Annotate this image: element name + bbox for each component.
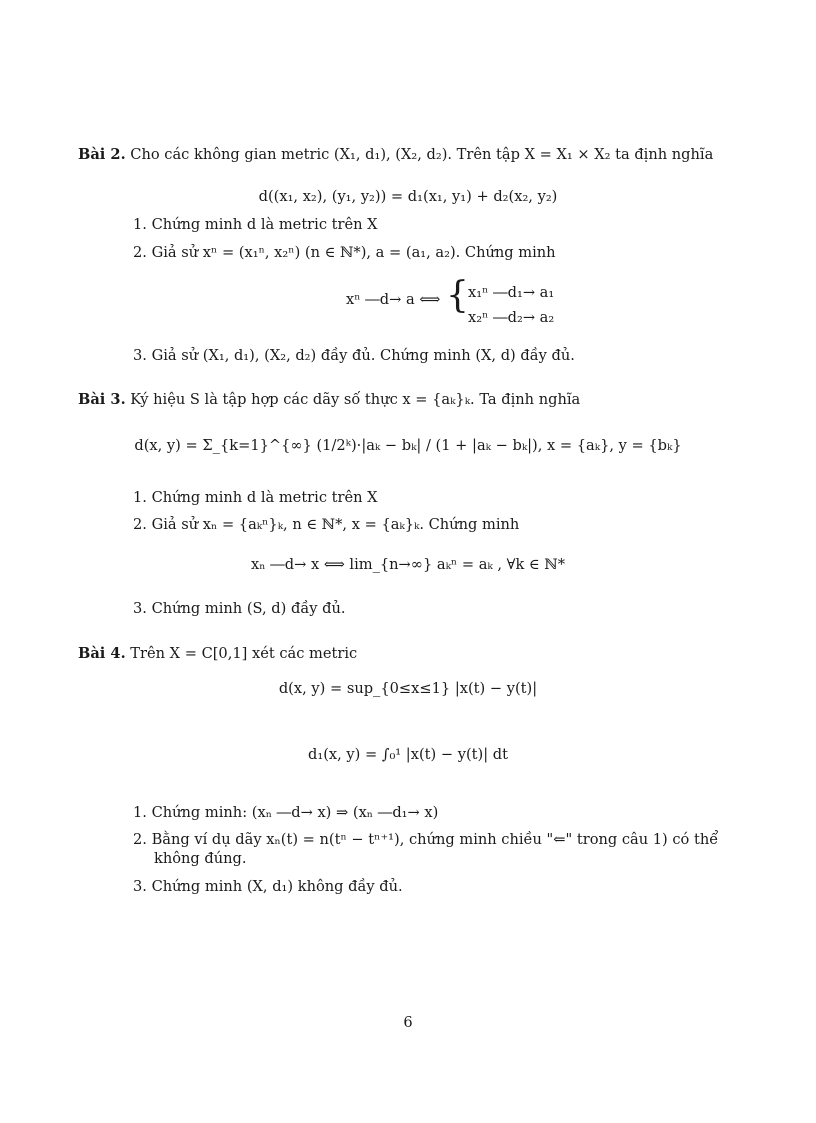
exercise-4-item-2-continued: không đúng.	[154, 850, 247, 867]
exercise-2-equiv-left: xⁿ ―d→ a ⟺	[346, 291, 441, 308]
exercise-3-label: Bài 3.	[78, 391, 126, 408]
exercise-3-item-2: 2. Giả sử xₙ = {aₖⁿ}ₖ, n ∈ ℕ*, x = {aₖ}ₖ. Chứng minh	[133, 516, 520, 533]
exercise-2-equiv-case-2: x₂ⁿ ―d₂→ a₂	[468, 309, 555, 326]
exercise-3-intro	[78, 391, 580, 409]
exercise-4-formula-1: d(x, y) = sup_{0≤x≤1} |x(t) − y(t)|	[278, 680, 538, 697]
exercise-3-item-1: 1. Chứng minh d là metric trên X	[133, 489, 378, 506]
exercise-4-intro-text: Trên X = C[0,1] xét các metric	[130, 645, 358, 662]
exercise-4-formula-2: d₁(x, y) = ∫₀¹ |x(t) − y(t)| dt	[308, 746, 508, 763]
exercise-4-item-3: 3. Chứng minh (X, d₁) không đầy đủ.	[133, 878, 403, 895]
exercise-3-intro-text: Ký hiệu S là tập hợp các dãy số thực x = {aₖ}ₖ. Ta định nghĩa	[130, 391, 581, 408]
exercise-2-formula: d((x₁, x₂), (y₁, y₂)) = d₁(x₁, y₁) + d₂(x₂, y₂)	[258, 188, 558, 205]
exercise-2-intro-text: Cho các không gian metric (X₁, d₁), (X₂, d₂). Trên tập X = X₁ × X₂ ta định nghĩa	[130, 146, 714, 163]
exercise-2-item-2: 2. Giả sử xⁿ = (x₁ⁿ, x₂ⁿ) (n ∈ ℕ*), a = (a₁, a₂). Chứng minh	[133, 244, 556, 261]
exercise-4-item-1: 1. Chứng minh: (xₙ ―d→ x) ⇒ (xₙ ―d₁→ x)	[133, 804, 439, 821]
exercise-2-intro	[78, 146, 713, 164]
exercise-3-formula: d(x, y) = Σ_{k=1}^{∞} (1/2ᵏ)·|aₖ − bₖ| / (1 + |aₖ − bₖ|), x = {aₖ}, y = {bₖ}	[134, 437, 682, 454]
exercise-4-intro	[78, 645, 357, 663]
exercise-2-item-3: 3. Giả sử (X₁, d₁), (X₂, d₂) đầy đủ. Chứng minh (X, d) đầy đủ.	[133, 347, 575, 364]
page-number: 6	[403, 1014, 413, 1031]
exercise-4-item-2: 2. Bằng ví dụ dãy xₙ(t) = n(tⁿ − tⁿ⁺¹), chứng minh chiều "⇐" trong câu 1) có thể	[133, 831, 719, 848]
exercise-3-item-3: 3. Chứng minh (S, d) đầy đủ.	[133, 600, 346, 617]
exercise-2-item-1: 1. Chứng minh d là metric trên X	[133, 216, 378, 233]
left-brace-icon: {	[446, 275, 469, 316]
exercise-2-label: Bài 2.	[78, 146, 126, 163]
exercise-4-label: Bài 4.	[78, 645, 126, 662]
exercise-3-equiv: xₙ ―d→ x ⟺ lim_{n→∞} aₖⁿ = aₖ , ∀k ∈ ℕ*	[250, 556, 566, 573]
exercise-2-equiv-case-1: x₁ⁿ ―d₁→ a₁	[468, 284, 555, 301]
